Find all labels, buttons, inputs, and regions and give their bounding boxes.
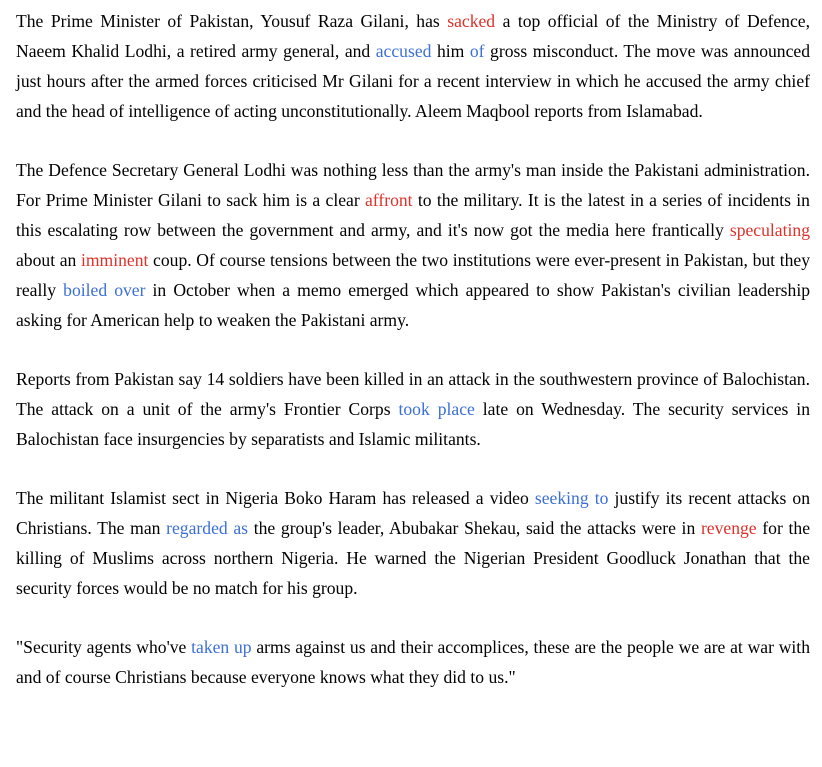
article-body: [16, 6, 810, 721]
highlighted-term: regarded as: [166, 518, 249, 538]
text-segment: gross misconduct. The move was announced just hours after the armed forces criticised Mr Gilani for a recent interview in which he accused the army chief and the head of intelligence of acting unconstitutionally. Aleem Maqbool reports from Islamabad.: [16, 41, 811, 121]
text-segment: a top official of the Ministry of Defence, Naeem Khalid Lodhi, a retired army general, and: [16, 11, 810, 61]
highlighted-term: imminent: [80, 250, 149, 270]
paragraph-boko-haram: [16, 483, 810, 603]
paragraph-pakistan-pm: [16, 6, 810, 126]
highlighted-term: seeking to: [534, 488, 609, 508]
paragraph-quote: [16, 632, 810, 692]
text-segment: about an: [16, 250, 81, 270]
text-segment: The Defence Secretary General Lodhi was nothing less than the army's man inside the Pakistani administration. For Prime Minister Gilani to sack him is a clear: [16, 160, 810, 210]
text-segment: "Security agents who've: [16, 637, 192, 657]
text-segment: The Prime Minister of Pakistan, Yousuf Raza Gilani, has: [16, 11, 448, 31]
text-segment: him: [431, 41, 470, 61]
text-segment: coup. Of course tensions between the two institutions were ever-present in Pakistan, but they really: [16, 250, 810, 300]
highlighted-term: revenge: [700, 518, 757, 538]
text-segment: Reports from Pakistan say 14 soldiers have been killed in an attack in the southwestern province of Balochistan. The attack on a unit of the army's Frontier Corps: [16, 369, 810, 419]
text-segment: justify its recent attacks on Christians. The man: [16, 488, 810, 538]
highlighted-term: taken up: [191, 637, 252, 657]
highlighted-term: sacked: [447, 11, 496, 31]
text-segment: arms against us and their accomplices, these are the people we are at war with and of course Christians because everyone knows what they did to us.": [16, 637, 810, 687]
text-segment: to the military. It is the latest in a series of incidents in this escalating row between the government and army, and it's now got the media here frantically: [16, 190, 810, 240]
paragraph-defence-secretary: [16, 155, 810, 335]
highlighted-term: boiled over: [63, 280, 146, 300]
text-segment: the group's leader, Abubakar Shekau, said the attacks were in: [248, 518, 701, 538]
highlighted-term: of: [469, 41, 485, 61]
text-segment: for the killing of Muslims across northern Nigeria. He warned the Nigerian President Goodluck Jonathan that the security forces would be no match for his group.: [16, 518, 811, 598]
text-segment: late on Wednesday. The security services in Balochistan face insurgencies by separatists and Islamic militants.: [16, 399, 810, 449]
highlighted-term: affront: [365, 190, 413, 210]
highlighted-term: accused: [375, 41, 432, 61]
paragraph-balochistan: [16, 364, 810, 454]
text-segment: The militant Islamist sect in Nigeria Boko Haram has released a video: [16, 488, 535, 508]
highlighted-term: speculating: [729, 220, 810, 240]
text-segment: in October when a memo emerged which appeared to show Pakistan's civilian leadership asking for American help to weaken the Pakistani army.: [16, 280, 811, 330]
highlighted-term: took place: [398, 399, 475, 419]
